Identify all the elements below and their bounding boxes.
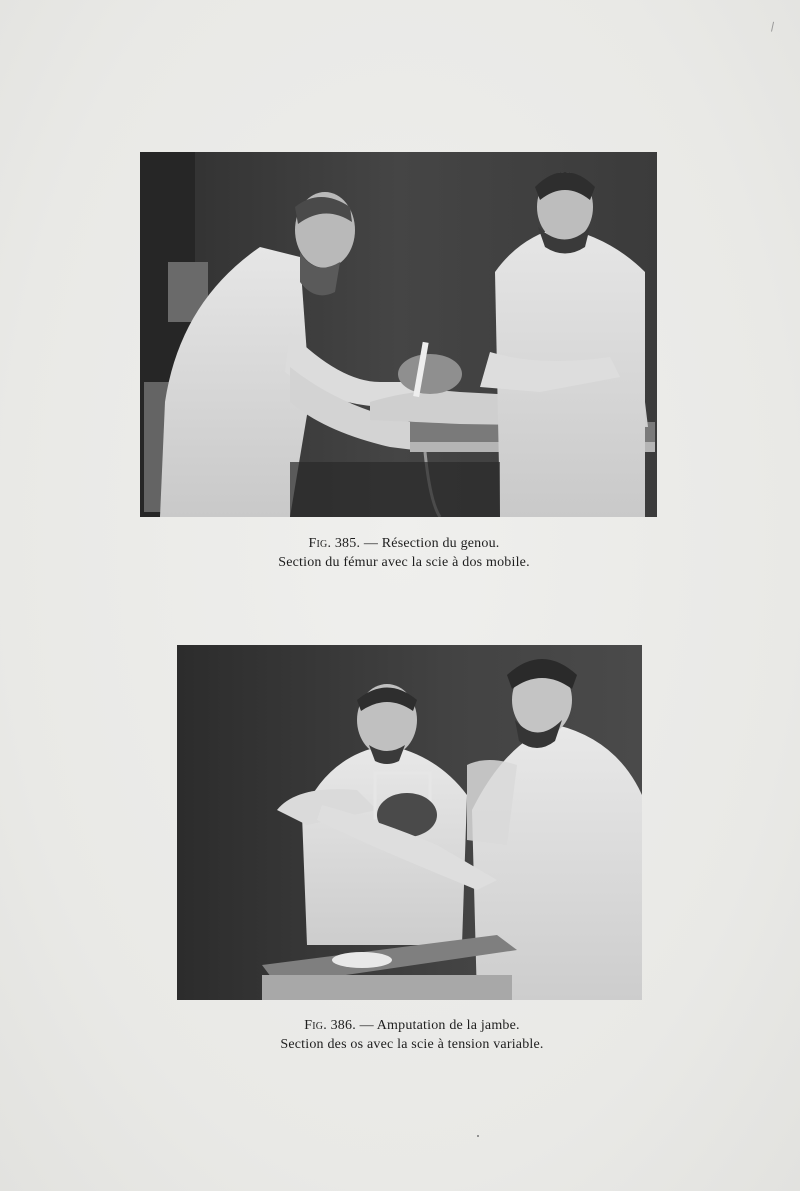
figure-number: 385. [334,536,361,551]
figure-386-photograph [177,645,642,1000]
figure-title: — Résection du genou. [363,536,500,551]
figure-385-caption-subtitle: Section du fémur avec la scie à dos mobile. [278,555,530,570]
figure-label: Fig. [304,1018,327,1033]
figure-385-photograph [140,152,657,517]
figure-title: — Amputation de la jambe. [359,1018,520,1033]
figure-number: 386. [330,1018,356,1033]
page-dot-mark [477,1135,479,1137]
figure-385-caption-title [4,534,800,553]
figure-label: Fig. [308,536,332,551]
figure-386-caption-title [12,1016,800,1035]
figure-386-caption-subtitle: Section des os avec la scie à tension variable. [280,1037,544,1052]
figure-385-caption [4,534,800,572]
figure-386-caption [12,1016,800,1054]
page-corner-mark [771,22,777,33]
